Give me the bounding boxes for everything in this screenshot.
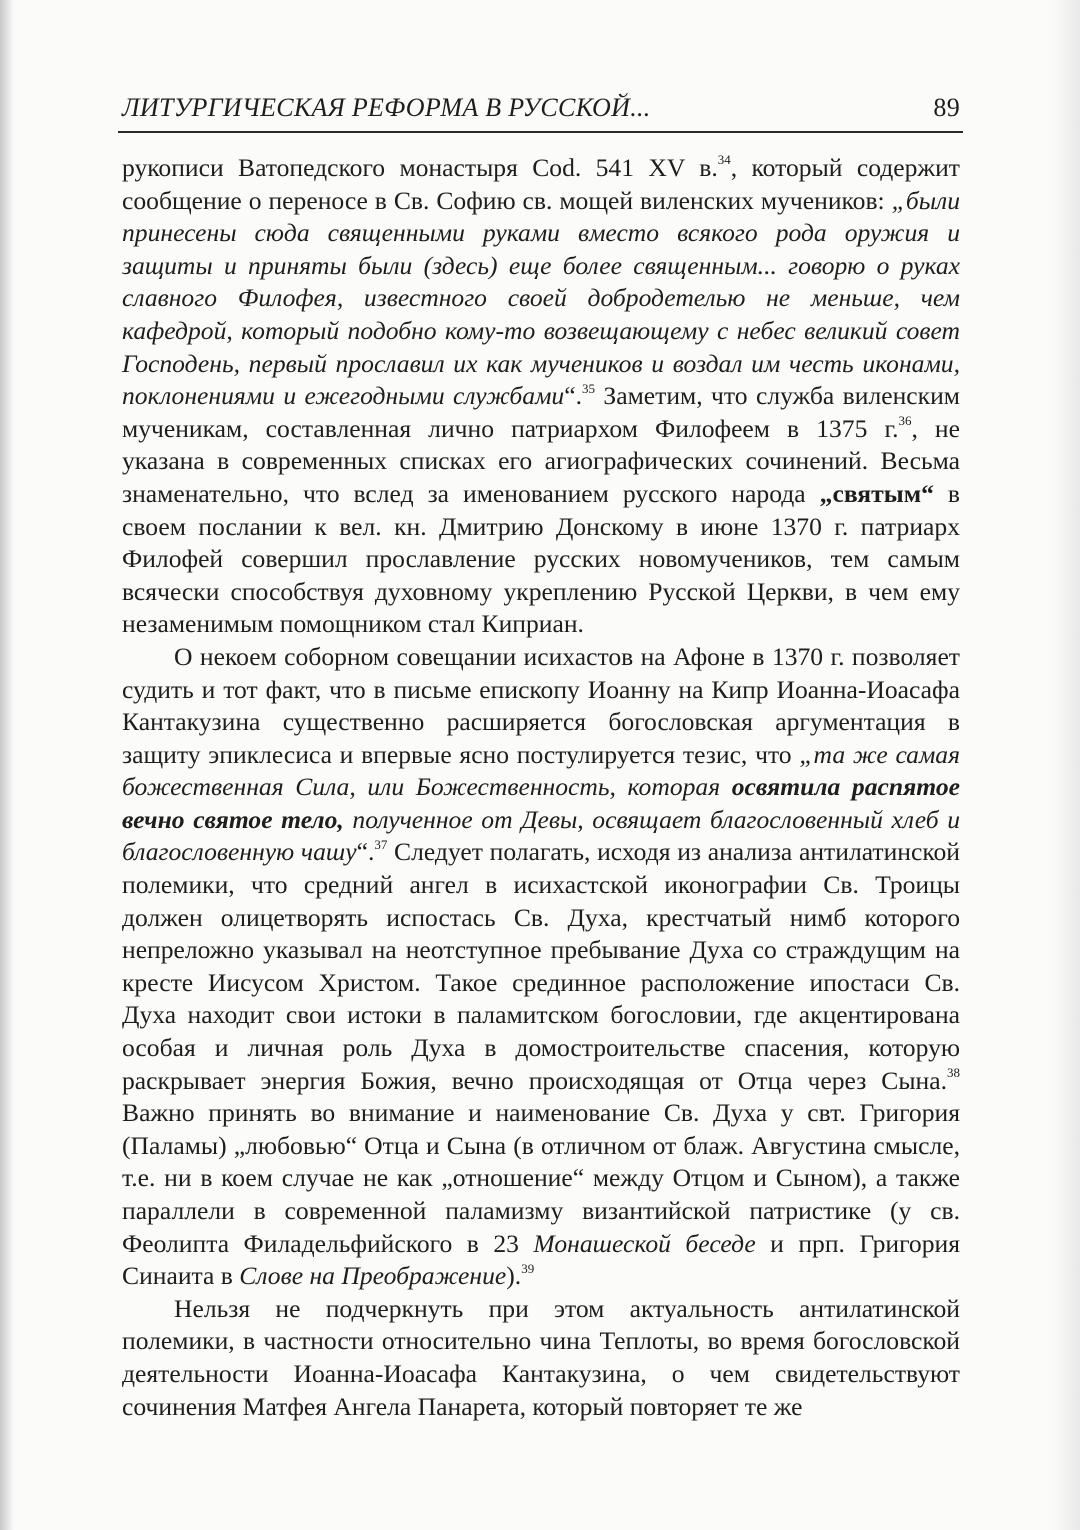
- text-run: в своем послании к вел. кн. Дмитрию Донскому в июне 1370 г. патриарх Филофей совершил прославление русских новомучеников, тем самым всячески способствуя духовному укреплению Русской Церкви, в чем ему незаменимым помощником стал Киприан.: [122, 478, 961, 639]
- text-run: Слове на Преображение: [239, 1261, 507, 1291]
- text-run: , который содержит сообщение о переносе в Св. Софию св. мощей виленских мучеников:: [122, 153, 960, 215]
- page-number: 89: [933, 93, 960, 122]
- text-run: Заметим, что служба виленским мученикам, составленная лично патриархом Филофеем в 1375 г.: [122, 381, 960, 443]
- text-run: “.: [356, 837, 375, 867]
- text-run: „та же самая божественная Сила, или Божественность, которая: [122, 739, 960, 802]
- running-title: ЛИТУРГИЧЕСКАЯ РЕФОРМА В РУССКОЙ...: [122, 93, 651, 122]
- running-head: [122, 93, 962, 129]
- footnote-ref: 35: [582, 380, 595, 396]
- footnote-ref: 37: [374, 836, 388, 852]
- text-run: рукописи Ватопедского монастыря Cod. 541 XV в.: [122, 153, 718, 182]
- text-run: ).: [506, 1261, 522, 1291]
- text-run: Следует полагать, исходя из анализа антилатинской полемики, что средний ангел в исихастской иконографии Св. Троицы должен олицетворять испостась Св. Духа, крестчатый нимб которого непреложно указывал на неотступное пребывание Духа со страждущим на кресте Иисусом Христом. Такое срединное расположение ипостаси Св. Духа находит свои истоки в паламитском богословии, где акцентирована особая и личная роль Духа в домостроительстве спасения, которую раскрывает энергия Божия, вечно происходящая от Отца через Сына.: [122, 837, 960, 1095]
- paragraph-1: [122, 152, 960, 641]
- text-run: „были принесены сюда священными руками вместо всякого рода оружия и защиты и приняты были (здесь) еще более священным... говорю о руках славного Филофея, известного своей добродетелью не меньше, чем кафедрой, который подобно кому-то возвещающему с небес великий совет Господень, первый прославил их как мучеников и воздал им честь иконами, поклонениями и ежегодными службами: [122, 185, 960, 411]
- text-run: освятила распятое вечно святое тело,: [122, 772, 960, 834]
- footnote-ref: 38: [947, 1065, 960, 1081]
- text-run: Нельзя не подчеркнуть при этом актуальность антилатинской полемики, в частности относительно чина Теплоты, во время богословской деятельности Иоанна-Иоасафа Кантакузина, о чем свидетельствуют сочинения Матфея Ангела Панарета, который повторяет те же: [122, 1293, 960, 1421]
- paragraph-2: [122, 641, 960, 1293]
- text-run: О некоем соборном совещании исихастов на Афоне в 1370 г. позволяет судить и тот факт, что в письме епископу Иоанну на Кипр Иоанна-Иоасафа Кантакузина существенно расширяется богословская аргументация в защиту эпиклесиса и впервые ясно постулируется тезис, что: [122, 641, 960, 769]
- text-run: полученное от Девы, освящает благословенный хлеб и благословенную чашу: [122, 804, 960, 867]
- gutter-shadow: [0, 0, 14, 1530]
- page-edge: [1052, 0, 1080, 1530]
- text-run: Важно принять во внимание и наименование Св. Духа у свт. Григория (Паламы) „любовью“ Отца и Сына (в отличном от блаж. Августина смысле, т.е. ни в коем случае не как „отношение“ между Отцом и Сыном), а также параллели в современной паламизму византийской патристике (у св. Феолипта Филадельфийского в 23: [122, 1098, 960, 1258]
- text-run: Монашеской беседе: [533, 1228, 756, 1258]
- header-rule: [118, 131, 963, 133]
- text-run: и прп. Григория Синаита в: [122, 1228, 960, 1291]
- text-run: „святым“: [819, 478, 934, 508]
- footnote-ref: 36: [898, 413, 912, 429]
- text-run: “.: [564, 381, 582, 411]
- body-text: [122, 152, 960, 1423]
- footnote-ref: 34: [717, 152, 731, 168]
- text-run: , не указана в современных списках его агиографических сочинений. Весьма знаменательно, что вслед за именованием русского народа: [122, 413, 960, 508]
- footnote-ref: 39: [521, 1260, 535, 1276]
- paragraph-3: [122, 1293, 960, 1423]
